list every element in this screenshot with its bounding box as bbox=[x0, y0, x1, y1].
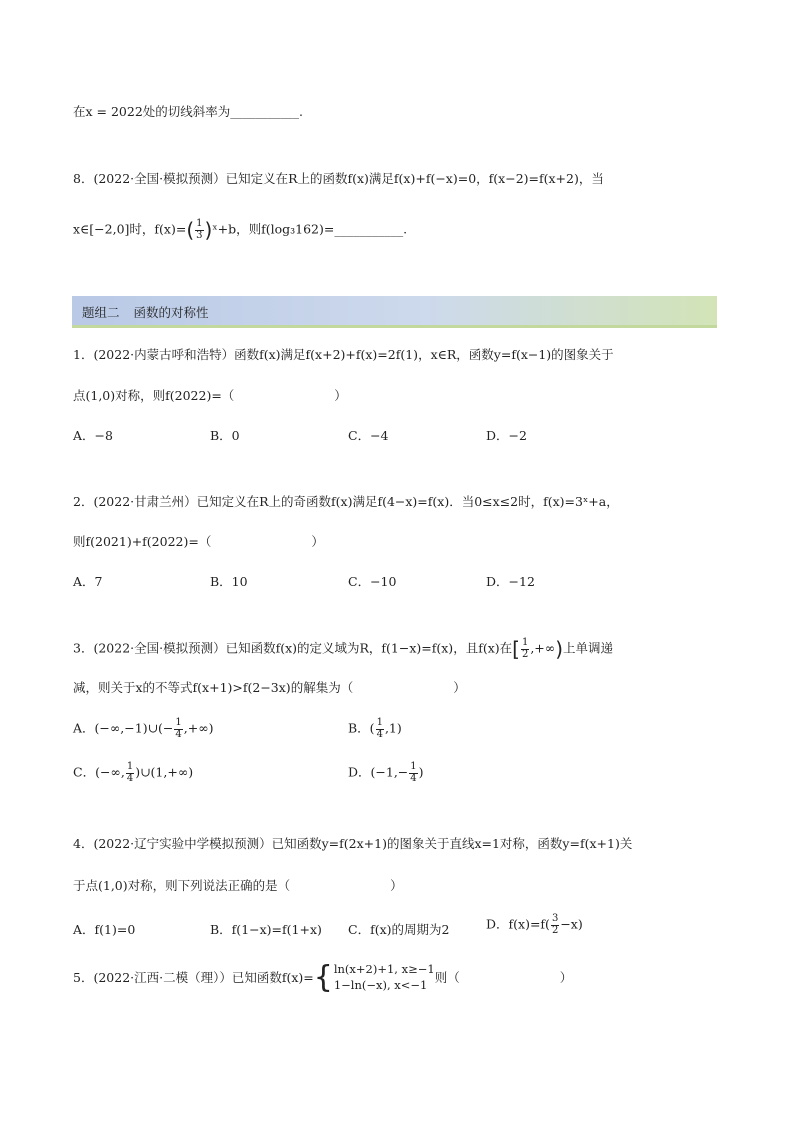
q2-option-b: B．10 bbox=[210, 574, 248, 589]
q3-line2: 减，则关于x的不等式f(x+1)>f(2−3x)的解集为（ ） bbox=[73, 680, 466, 695]
q4-option-b: B．f(1−x)=f(1+x) bbox=[210, 922, 322, 937]
q2-option-c: C．−10 bbox=[348, 574, 397, 589]
q3-option-a: A．(−∞,−1)∪(− $\frac{1}{4}$ ,+∞) bbox=[73, 717, 214, 740]
q8-line1: 8．(2022·全国·模拟预测）已知定义在R上的函数f(x)满足f(x)+f(−x)=0，f(x−2)=f(x+2)，当 bbox=[73, 171, 604, 186]
q5-post: 则（ ） bbox=[434, 970, 573, 986]
q1-option-d: D．−2 bbox=[486, 428, 527, 443]
q2-line1: 2．(2022·甘肃兰州）已知定义在R上的奇函数f(x)满足f(4−x)=f(x)．当0≤x≤2时，f(x)=3ˣ+a， bbox=[73, 494, 619, 509]
q2-option-a: A．7 bbox=[73, 574, 103, 589]
continued-line: 在x = 2022处的切线斜率为___________. bbox=[73, 104, 304, 119]
q3-option-b: B．( $\frac{1}{4}$ ,1) bbox=[348, 717, 402, 740]
q8-line2-pre: x∈[−2,0]时，f(x)= bbox=[73, 221, 187, 237]
section-label: 题组二 bbox=[82, 305, 120, 320]
paren-close: ) bbox=[204, 218, 213, 242]
q3-option-c: C．(−∞, $\frac{1}{4}$ )∪(1,+∞) bbox=[73, 761, 194, 784]
q1-option-c: C．−4 bbox=[348, 428, 389, 443]
q8-line2 bbox=[73, 218, 407, 242]
q4-line2: 于点(1,0)对称，则下列说法正确的是（ ） bbox=[73, 878, 403, 893]
q3-option-d: D．(−1,− $\frac{1}{4}$ ) bbox=[348, 761, 424, 784]
q4-option-c: C．f(x)的周期为2 bbox=[348, 922, 450, 937]
q3-line1: 3．(2022·全国·模拟预测）已知函数f(x)的定义域为R，f(1−x)=f(x)，且f(x)在[ $\frac{1}{2}$ ,+∞)上单调递 bbox=[73, 637, 614, 661]
q4-option-a: A．f(1)=0 bbox=[73, 922, 136, 937]
section-title: 函数的对称性 bbox=[133, 305, 209, 320]
paren-open: ( bbox=[186, 218, 195, 242]
q1-option-b: B．0 bbox=[210, 428, 240, 443]
q4-line1: 4．(2022·辽宁实验中学模拟预测）已知函数y=f(2x+1)的图象关于直线x=1对称，函数y=f(x+1)关 bbox=[73, 836, 633, 851]
q5-pre: 5．(2022·江西·二模（理））已知函数f(x)= bbox=[73, 970, 314, 986]
fraction: $\frac{1}{3}$ bbox=[196, 218, 203, 241]
piecewise-function: { ln(x+2)+1, x≥−1 1−ln(−x), x<−1 bbox=[313, 959, 435, 995]
q1-line1: 1．(2022·内蒙古呼和浩特）函数f(x)满足f(x+2)+f(x)=2f(1)，x∈R，函数y=f(x−1)的图象关于 bbox=[73, 347, 614, 362]
q1-option-a: A．−8 bbox=[73, 428, 113, 443]
fraction: $\frac{1}{2}$ bbox=[521, 637, 529, 660]
q3-line1-pre: 3．(2022·全国·模拟预测）已知函数f(x)的定义域为R，f(1−x)=f(x)，且f(x)在 bbox=[73, 640, 513, 656]
q1-line2: 点(1,0)对称，则f(2022)=（ ） bbox=[73, 388, 347, 403]
section-banner bbox=[72, 296, 717, 328]
q2-line2: 则f(2021)+f(2022)=（ ） bbox=[73, 534, 324, 549]
q2-option-d: D．−12 bbox=[486, 574, 535, 589]
q3-line1-post: 上单调递 bbox=[563, 640, 614, 656]
q5-line bbox=[73, 959, 573, 995]
q4-option-d: D．f(x)=f( $\frac{3}{2}$ −x) bbox=[486, 913, 583, 936]
q8-line2-post: ˣ+b，则f(log₃162)=___________. bbox=[212, 221, 408, 237]
